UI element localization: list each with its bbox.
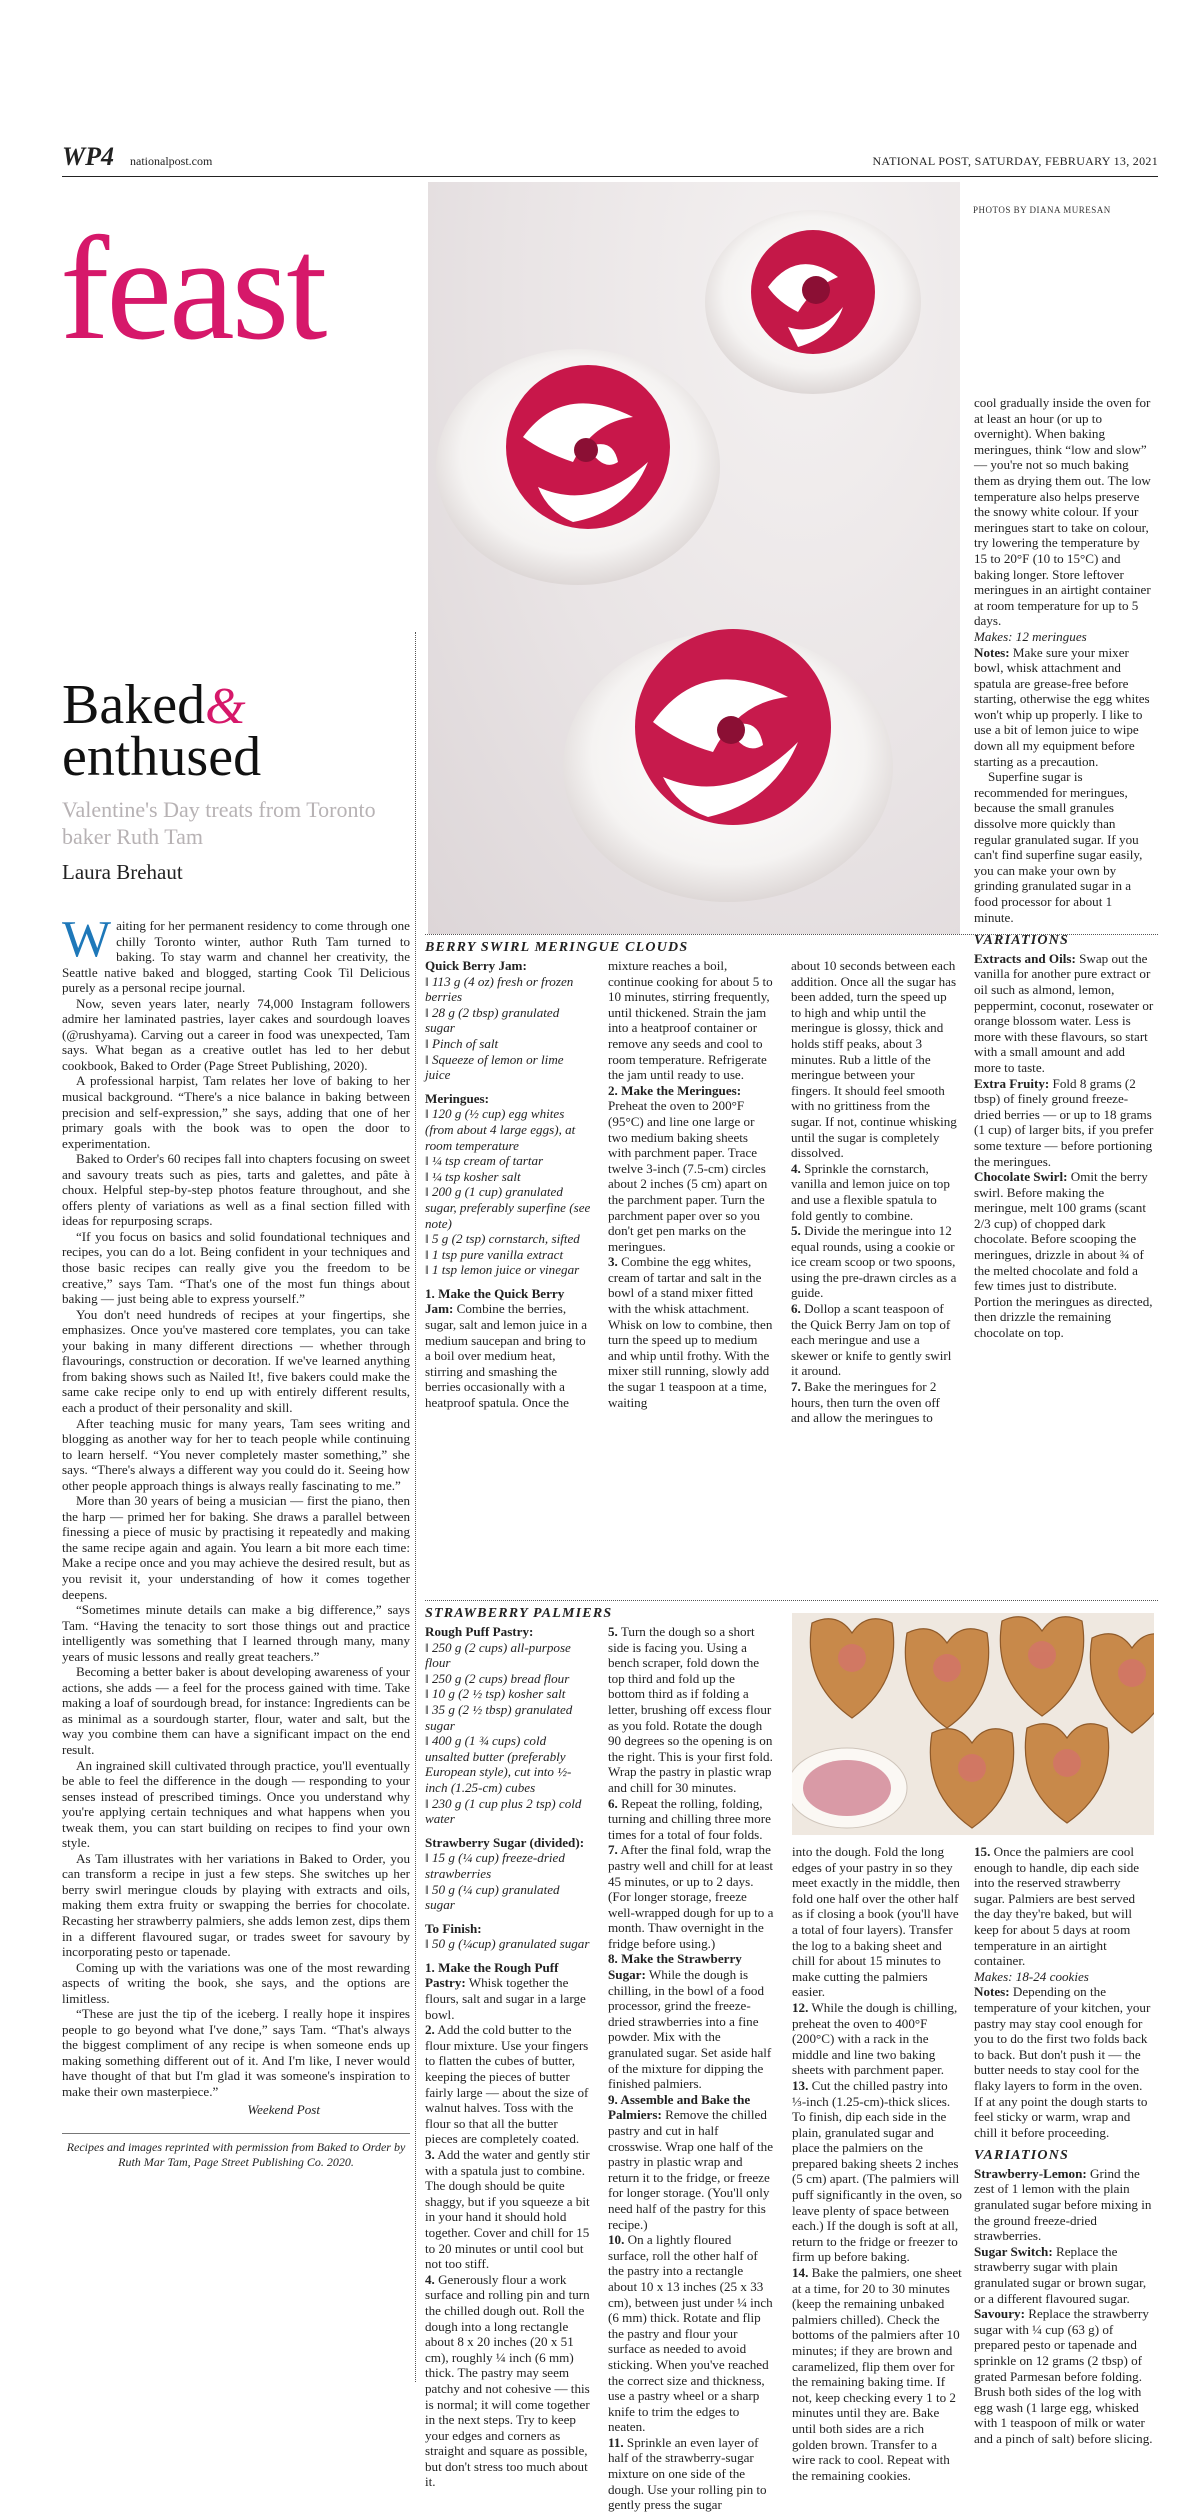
step-text: Generously flour a work surface and rolling pin and turn the chilled dough out. Roll the dough into a long rectangle about 8 x 20 inches (20 x 51 cm), roughly ¼ inch (6 mm) thick. The pastry may seem patchy and not cohesive — this is normal; it will come together in the next steps. Try to keep your edges and corners as straight and square as possible, but don't stress too much about it.	[425, 2271, 590, 2490]
spacer	[974, 925, 1154, 933]
meringue-photo	[428, 182, 960, 934]
recipe-step	[791, 1161, 957, 1223]
ingredient-group-heading: Meringues:	[425, 1090, 489, 1106]
step-text: Sprinkle the cornstarch, vanilla and lemon juice on top and use a flexible spatula to fold gently to combine.	[791, 1160, 950, 1223]
article-paragraph	[62, 1307, 410, 1416]
article-paragraph	[62, 1151, 410, 1229]
step-text: Replace the strawberry sugar with plain granulated sugar or brown sugar, or a different flavoured sugar.	[974, 2243, 1147, 2306]
ingredient-line: ‖ Pinch of salt	[425, 1035, 499, 1051]
recipe-step	[974, 1076, 1154, 1170]
recipe-paragraph: into the dough. Fold the long edges of your pastry in so they meet exactly in the middle, then fold one half over the other half as if closing a book (you'll have a total of four layers). Transfer the log to a baking sheet and chill for about 15 minutes to make cutting the palmiers easier.	[792, 1844, 960, 2000]
page-header	[62, 140, 1158, 177]
ingredient-line: ‖ 28 g (2 tbsp) granulated sugar	[425, 1004, 560, 1036]
article-paragraph	[62, 911, 410, 996]
recipe-step	[791, 1301, 957, 1379]
recipe-step	[608, 1842, 774, 1951]
paragraph-text: You don't need hundreds of recipes at your fingertips, she emphasizes. Once you've mastered core templates, you can take your baking in many different directions — whether through flavourings, construction or decoration. If we've learned anything from baking shows such as Nailed It!, five bakers could make the same cake recipe only to end up with entirely different results, each a product of their personality and skill.	[62, 1306, 410, 1415]
recipe2-column-4	[974, 1844, 1154, 2447]
meringue-top-right	[705, 210, 921, 394]
step-text: While the dough is chilling, preheat the oven to 400°F (200°C) with a rack in the middle and line two baking sheets with parchment paper.	[792, 1999, 958, 2078]
recipe2-column-2	[608, 1624, 774, 2513]
recipe-step	[974, 2166, 1154, 2244]
headline-block	[62, 674, 392, 885]
recipe2-column-1	[425, 1624, 591, 2490]
recipe2-title: STRAWBERRY PALMIERS	[425, 1606, 613, 1621]
column-rule	[415, 632, 416, 2382]
ingredient-line: ‖ ¼ tsp cream of tartar	[425, 1153, 544, 1169]
paragraph-text: “If you focus on basics and solid foundational techniques and recipes, you can do a lot. Being confident in your techniques and those basic recipes can really give you the freedom to be creative,” says Tam. “That's one of the most fun things about baking — just being able to express yourself.”	[62, 1228, 410, 1307]
step-text: Sprinkle an even layer of half of the strawberry-sugar mixture on one side of the dough. Use your rolling pin to gently press the sugar	[608, 2434, 767, 2513]
variations-heading: VARIATIONS	[974, 2148, 1069, 2164]
ingredient-line: ‖ 10 g (2 ½ tsp) kosher salt	[425, 1686, 566, 1702]
meringue-illustration	[428, 182, 960, 934]
ingredient-line: ‖ Squeeze of lemon or lime juice	[425, 1051, 564, 1083]
article-paragraph	[62, 1960, 410, 2007]
step-label: Sugar Switch:	[974, 2243, 1053, 2259]
recipe-step	[974, 1984, 1154, 2140]
step-label: 13.	[792, 2077, 809, 2093]
spacer	[425, 1827, 591, 1835]
recipe-step	[792, 2265, 962, 2483]
ingredient-line: ‖ 50 g (¼ cup) granulated sugar	[425, 1881, 560, 1913]
recipe1-column-1	[425, 958, 591, 1411]
page-folio: WP4	[62, 142, 114, 171]
ingredient-line: ‖ 15 g (¼ cup) freeze-dried strawberries	[425, 1850, 565, 1881]
headline-ampersand: &	[205, 678, 246, 735]
step-text: Repeat the rolling, folding, turning and chilling three more times for a total of four folds.	[608, 1795, 771, 1842]
step-label: 7.	[791, 1379, 801, 1395]
article-paragraph	[62, 1602, 410, 1664]
byline: Laura Brehaut	[62, 860, 183, 884]
recipe-step	[425, 1960, 591, 2022]
ingredient-line: ‖ 400 g (1 ¾ cups) cold unsalted butter (preferably European style), cut into ½-inch (1.25-cm) cubes	[425, 1733, 572, 1795]
ingredient-line: ‖ 250 g (2 cups) bread flour	[425, 1670, 570, 1686]
step-label: 3.	[425, 2147, 435, 2162]
site-url[interactable]: nationalpost.com	[130, 154, 213, 168]
recipe-step	[425, 2272, 591, 2490]
step-text: Add the cold butter to the flour mixture. Use your fingers to flatten the cubes of butter, keeping the pieces of butter fairly large — about the size of walnut halves. Toss with the flour so that all the butter pieces are completely coated.	[425, 2022, 589, 2147]
recipe1-column-2	[608, 958, 774, 1410]
recipe-step	[974, 1844, 1154, 1969]
step-text: Grind the zest of 1 lemon with the plain granulated sugar before mixing in the ground freeze-dried strawberries.	[974, 2165, 1152, 2244]
spacer	[425, 1083, 591, 1091]
recipe-paragraph: cool gradually inside the oven for at least an hour (or up to overnight). When baking meringues, think “low and slow” — you're not so much baking them as drying them out. The low temperature also helps preserve the snowy white colour. If your meringues start to take on colour, try lowering the temperature by 15 to 20°F (10 to 15°C) and baking longer. Store leftover meringues in an airtight container at room temperature for up to 5 days.	[974, 395, 1151, 629]
paragraph-text: An ingrained skill cultivated through practice, you'll eventually be able to feel the difference in the dough — responding to your senses instead of prescribed timings. Once you understand why you're applying certain techniques and what happens when you tweak them, you can start building on recipes to find your own style.	[62, 1757, 410, 1851]
step-label: Chocolate Swirl:	[974, 1169, 1068, 1185]
note-paragraph: Superfine sugar is recommended for meringues, because the small granules dissolve more quickly than regular granulated sugar. If you can't find superfine sugar easily, you can make your own by grinding granulated sugar in a food processor for about 1 minute.	[974, 769, 1143, 925]
step-text: Preheat the oven to 200°F (95°C) and line one large or two medium baking sheets with parchment paper. Trace twelve 3-inch (7.5-cm) circles about 2 inches (5 cm) apart on the parchment paper. Turn the parchment paper over so you don't get pen marks on the meringues.	[608, 1098, 768, 1254]
step-label: 12.	[792, 1999, 809, 2015]
article-body	[62, 911, 410, 2170]
signoff: Weekend Post	[247, 2101, 320, 2117]
meringue-bottom	[563, 629, 893, 902]
article-paragraph	[62, 1493, 410, 1602]
recipe2-column-3	[792, 1844, 962, 2483]
step-label: Notes:	[974, 644, 1010, 660]
paragraph-text: Coming up with the variations was one of the most rewarding aspects of writing the book, she says, and the options are limitless.	[62, 1959, 410, 2006]
step-text: Divide the meringue into 12 equal rounds, using a cookie or ice cream scoop or two spoons, using the pre-drawn circles as a guide.	[791, 1223, 957, 1301]
recipe1-column-3	[791, 958, 957, 1426]
variations-heading: VARIATIONS	[974, 933, 1069, 949]
spacer	[425, 1952, 591, 1960]
recipe-step	[791, 1223, 957, 1301]
step-label: 14.	[792, 2265, 809, 2281]
step-text: Combine the egg whites, cream of tartar and salt in the bowl of a stand mixer fitted with the whisk attachment. Whisk on low to combine, then turn the speed up to medium and whip until frothy. With the mixer still running, slowly add the sugar 1 teaspoon at a time, waiting	[608, 1254, 773, 1410]
step-text: Turn the dough so a short side is facing you. Using a bench scraper, fold down the top third and fold up the bottom third as if folding a letter, brushing off excess flour as you fold. Rotate the dough 90 degrees so the opening is on the right. This is your first fold. Wrap the pastry in plastic wrap and chill for 30 minutes.	[608, 1624, 773, 1795]
ingredient-line: ‖ 250 g (2 cups) all-purpose flour	[425, 1639, 571, 1671]
ingredient-line: ‖ 1 tsp lemon juice or vinegar	[425, 1262, 580, 1278]
step-label: 9. Assemble and Bake the Palmiers:	[608, 2091, 751, 2123]
step-text: Remove the chilled pastry and cut in half crosswise. Wrap one half of the pastry in plastic wrap and return it to the fridge, or freeze for longer storage. (You'll only need half of the pastry for this recipe.)	[608, 2107, 774, 2232]
ingredient-group-heading: Strawberry Sugar (divided):	[425, 1834, 585, 1850]
spacer	[974, 2140, 1154, 2148]
article-paragraph	[62, 1416, 410, 1494]
recipe-paragraph: mixture reaches a boil, continue cooking for about 5 to 10 minutes, stirring frequently, until thickened. Strain the jam into a heatproof container or remove any seeds and cool to room temperature. Refrigerate the jam until ready to use.	[608, 958, 773, 1083]
reprint-credit: Recipes and images reprinted with permission from Baked to Order by Ruth Mar Tam, Page Street Publishing Co. 2020.	[62, 2133, 410, 2170]
recipe-step	[792, 2078, 962, 2265]
recipe-step	[425, 1286, 591, 1411]
recipe-step	[608, 1254, 774, 1410]
ingredient-line: ‖ ¼ tsp kosher salt	[425, 1168, 521, 1184]
step-text: On a lightly floured surface, roll the other half of the pastry into a rectangle about 10 x 13 inches (25 x 33 cm), between just under ¼ inch (6 mm) thick. Rotate and flip the pastry and flour your surface as needed to avoid sticking. When you've reached the correct size and thickness, use a pastry wheel or a sharp knife to trim the edges to neaten.	[608, 2232, 773, 2435]
recipe-step	[974, 2244, 1154, 2306]
article-paragraph	[62, 1664, 410, 1757]
step-text: Omit the berry swirl. Before making the meringue, melt 100 grams (scant 2/3 cup) of chopped dark chocolate. Before scooping the meringues, drizzle in about ¾ of the melted chocolate and fold a few times just to distribute. Portion the meringues as directed, then drizzle the remaining chocolate on top.	[974, 1169, 1153, 1341]
recipe1-title: BERRY SWIRL MERINGUE CLOUDS	[425, 940, 689, 955]
step-label: 6.	[791, 1301, 801, 1317]
recipe-step	[425, 2147, 591, 2272]
step-text: While the dough is chilling, in the bowl of a food processor, grind the freeze-dried strawberries into a fine powder. Mix with the granulated sugar. Set aside half of the mixture for dipping the finished palmiers.	[608, 1967, 772, 2092]
step-label: Savoury:	[974, 2306, 1025, 2322]
paragraph-text: Becoming a better baker is about developing awareness of your actions, she adds — a feel for the process gained with time. Take making a loaf of sourdough bread, for instance: Ingredients can be as minimal as a sourdough starter, flour, water and salt, but the way you combine them can have a significant impact on the end result.	[62, 1664, 410, 1757]
ingredient-line: ‖ 35 g (2 ½ tbsp) granulated sugar	[425, 1701, 573, 1733]
drop-cap: W	[62, 911, 112, 968]
recipe-step	[608, 2232, 774, 2435]
step-label: 1. Make the Quick Berry Jam:	[425, 1285, 565, 1317]
step-label: 5.	[608, 1624, 618, 1639]
step-label: 11.	[608, 2434, 624, 2450]
paragraph-text: Now, seven years later, nearly 74,000 Instagram followers admire her laminated pastries, layer cakes and sourdough loaves (@rushyama). Carving out a career in food was unexpected, Tam says. What began as a creative outlet has led to her debut cookbook, Baked to Order (Page Street Publishing, 2020).	[62, 995, 410, 1073]
step-label: 2.	[425, 2022, 435, 2038]
step-label: 4.	[791, 1160, 801, 1176]
step-text: Make sure your mixer bowl, whisk attachment and spatula are grease-free before starting, otherwise the egg whites won't whip up properly. I like to use a bit of lemon juice to wipe down all my equipment before starting as a precaution.	[974, 644, 1150, 769]
subtitle: Valentine's Day treats from Toronto baker Ruth Tam	[62, 797, 376, 849]
step-text: Whisk together the flours, salt and sugar in a large bowl.	[425, 1975, 586, 2022]
recipe-step	[608, 2092, 774, 2232]
paragraph-text: Baked to Order's 60 recipes fall into chapters focusing on sweet and savoury treats such as pies, tarts and galettes, and pâte à choux. Helpful step-by-step photos feature throughout, and she offers plenty of variations as well as a final section filled with ideas for repurposing scraps.	[62, 1151, 410, 1229]
ingredient-line: ‖ 5 g (2 tsp) cornstarch, sifted	[425, 1231, 580, 1247]
recipe-step	[425, 2022, 591, 2147]
step-label: 1. Make the Rough Puff Pastry:	[425, 1959, 559, 1991]
recipe-step	[974, 2306, 1154, 2446]
ingredient-line: ‖ 200 g (1 cup) granulated sugar, preferably superfine (see note)	[425, 1184, 591, 1231]
spacer	[425, 1913, 591, 1921]
article-paragraph	[62, 996, 410, 1074]
recipe-step	[608, 1624, 774, 1796]
paragraph-text: As Tam illustrates with her variations in Baked to Order, you can transform a recipe in just a few steps. She switches up her berry swirl meringue clouds by playing with extracts and oils, making them extra fruity or swapping the berries for chocolate. Recasting her strawberry palmiers, she adds lemon zest, dips them in a different flavoured sugar, or trades sweet for savoury by incorporating pesto or tapenade.	[62, 1850, 410, 1960]
ingredient-line: ‖ 230 g (1 cup plus 2 tsp) cold water	[425, 1795, 582, 1827]
step-label: 10.	[608, 2232, 625, 2248]
step-text: Once the palmiers are cool enough to handle, dip each side into the reserved strawberry sugar. Palmiers are best served the day they're baked, but will keep for about 5 days at room temperature in an airtight container.	[974, 1844, 1140, 1969]
photo-credit: PHOTOS BY DIANA MURESAN	[973, 205, 1111, 215]
step-label: 15.	[974, 1844, 991, 1859]
ingredient-line: ‖ 1 tsp pure vanilla extract	[425, 1246, 564, 1262]
spacer	[425, 1278, 591, 1286]
step-label: 3.	[608, 1254, 618, 1270]
section-title: feast	[60, 207, 325, 371]
ingredient-line: Makes: 18-24 cookies	[974, 1968, 1089, 1984]
paragraph-text: “These are just the tip of the iceberg. I really hope it inspires people to go beyond what I've done,” says Tam. “That's always the biggest compliment of any recipe is when someone ends up making something different out of it. And I'm like, I never would have thought of that but I'm glad it was someone's inspiration to make their own masterpiece.”	[62, 2006, 410, 2100]
recipe-paragraph: about 10 seconds between each addition. Once all the sugar has been added, turn the speed up to high and whip until the meringue is glossy, thick and holds stiff peaks, about 3 minutes. Rub a little of the meringue between your fingers. It should feel smooth with no grittiness from the sugar. If not, continue whisking until the sugar is completely dissolved.	[791, 958, 957, 1161]
paragraph-text: A professional harpist, Tam relates her love of baking to her musical background. “There's a nice balance in baking between precision and self-expression,” she says, adding that one of her primary goals with the book was to open the door to experimentation.	[62, 1073, 410, 1151]
recipe-step	[791, 1379, 957, 1426]
step-label: Notes:	[974, 1984, 1010, 2000]
step-label: 7.	[608, 1842, 618, 1858]
article-paragraph	[62, 1758, 410, 1851]
step-label: 4.	[425, 2271, 435, 2287]
step-label: 5.	[791, 1223, 801, 1239]
recipe-divider-rule	[425, 1600, 1158, 1601]
article-paragraph	[62, 1229, 410, 1307]
ingredient-group-heading: To Finish:	[425, 1920, 482, 1936]
article-paragraph	[62, 2006, 410, 2099]
paragraph-text: After teaching music for many years, Tam sees writing and blogging as another way for her to teach people while continuing to learn herself. “You never completely master something,” she says. “There's always a different way you could do it. Seeing how other people approach things is always really fascinating to me.”	[62, 1415, 410, 1493]
recipe-step	[608, 1083, 774, 1255]
recipe-step	[608, 1951, 774, 2091]
ingredient-line: Makes: 12 meringues	[974, 628, 1087, 644]
step-label: 8. Make the Strawberry Sugar:	[608, 1951, 742, 1983]
step-label: 6.	[608, 1795, 618, 1811]
meringue-left	[436, 349, 720, 585]
step-text: Bake the meringues for 2 hours, then turn the oven off and allow the meringues to	[791, 1379, 940, 1426]
step-text: Fold 8 grams (2 tbsp) of finely ground freeze-dried berries — or up to 18 grams (1 cup) of larger bits, if you prefer some texture — before portioning the meringues.	[974, 1075, 1154, 1169]
headline-line1: Baked	[62, 674, 206, 736]
step-text: Depending on the temperature of your kitchen, your pastry may stay cool enough for you to do the first two folds back to back. But don't push it — the butter needs to stay cool for the flaky layers to form in the oven. If at any point the dough starts to feel sticky or warm, wrap and chill it before proceeding.	[974, 1984, 1151, 2140]
recipe-step	[608, 2435, 774, 2513]
recipe1-column-4	[974, 395, 1154, 1341]
paragraph-text: More than 30 years of being a musician — first the piano, then the harp — primed her for baking. She draws a parallel between finessing a piece of music by practising it repeatedly and making the same recipe again and again. You learn a bit more each time: Make a recipe once and you may achieve the desired result, but as you revisit it, your understanding of how it comes together deepens.	[62, 1493, 410, 1602]
recipe-step	[792, 2000, 962, 2078]
step-text: Combine the berries, sugar, salt and lemon juice in a medium saucepan and bring to a boil over medium heat, stirring and smashing the berries occasionally with a heatproof spatula. Once the	[425, 1301, 588, 1411]
paragraph-text: “Sometimes minute details can make a big difference,” says Tam. “Having the tenacity to sort those things out and practice intelligently was something that I learned through many, many years of music lessons and really great teachers.”	[62, 1602, 410, 1664]
step-text: Cut the chilled pastry into ⅓-inch (1.25-cm)-thick slices. To finish, dip each side in the plain, granulated sugar and place the palmiers on the prepared baking sheets 2 inches (5 cm) apart. (The palmiers will puff significantly in the oven, so leave plenty of space between each.) If the dough is soft at all, return to the fridge or freezer to firm up before baking.	[792, 2077, 962, 2265]
recipe-step	[974, 1169, 1154, 1341]
palmiers-photo	[792, 1613, 1154, 1835]
palmiers-illustration	[792, 1613, 1154, 1835]
headline-line2: enthused	[62, 726, 262, 788]
ingredient-line: ‖ 50 g (¼cup) granulated sugar	[425, 1936, 590, 1952]
ingredient-group-heading: Rough Puff Pastry:	[425, 1624, 534, 1639]
ingredient-line: ‖ 120 g (½ cup) egg whites (from about 4 large eggs), at room temperature	[425, 1106, 576, 1153]
step-text: Swap out the vanilla for another pure extract or oil such as almond, lemon, peppermint, coconut, rosewater or orange blossom water. Less is more with these flavours, so start with a small amount and add more to taste.	[974, 950, 1154, 1075]
recipe-step	[974, 645, 1154, 770]
recipe-step	[974, 951, 1154, 1076]
headline	[62, 674, 392, 788]
step-label: Strawberry-Lemon:	[974, 2165, 1087, 2181]
step-label: Extracts and Oils:	[974, 950, 1076, 966]
article-paragraph	[62, 1073, 410, 1151]
recipe-step	[608, 1796, 774, 1843]
step-text: Add the water and gently stir with a spatula just to combine. The dough should be quite shaggy, but if you squeeze a bit in your hand it should hold together. Cover and chill for 15 to 20 minutes or until cool but not too stiff.	[425, 2147, 590, 2272]
step-text: Replace the strawberry sugar with ¼ cup (63 g) of prepared pesto or tapenade and sprinkle on 12 grams (2 tbsp) of grated Parmesan before folding. Brush both sides of the log with egg wash (1 large egg, whisked with 1 teaspoon of milk or water and a pinch of salt) before slicing.	[974, 2306, 1153, 2446]
step-label: Extra Fruity:	[974, 1075, 1050, 1091]
article-paragraph	[62, 1851, 410, 1960]
step-label: 2. Make the Meringues:	[608, 1082, 742, 1098]
step-text: After the final fold, wrap the pastry well and chill for at least 45 minutes, or up to 2 days. (For longer storage, freeze well-wrapped dough for up to a month. Thaw overnight in the fridge before using.)	[608, 1842, 774, 1951]
ingredient-group-heading: Quick Berry Jam:	[425, 958, 527, 973]
dateline: NATIONAL POST, SATURDAY, FEBRUARY 13, 2021	[872, 154, 1158, 168]
paragraph-text: aiting for her permanent residency to come through one chilly Toronto winter, author Ruth Tam turned to baking. To stay warm and channel her creativity, the Seattle native baked and blogged, starting Cook Til Delicious purely as a personal recipe journal.	[62, 918, 410, 996]
step-text: Bake the palmiers, one sheet at a time, for 20 to 30 minutes (keep the remaining unbaked palmiers chilled). Check the bottoms of the palmiers after 10 minutes; if they are brown and caramelized, flip them over for the remaining baking time. If not, keep checking every 1 to 2 minutes until they are. Bake until both sides are a rich golden brown. Transfer to a wire rack to cool. Repeat with the remaining cookies.	[792, 2265, 962, 2483]
ingredient-line: ‖ 113 g (4 oz) fresh or frozen berries	[425, 973, 574, 1005]
step-text: Dollop a scant teaspoon of the Quick Berry Jam on top of each meringue and use a skewer or knife to gently swirl it around.	[791, 1301, 952, 1379]
